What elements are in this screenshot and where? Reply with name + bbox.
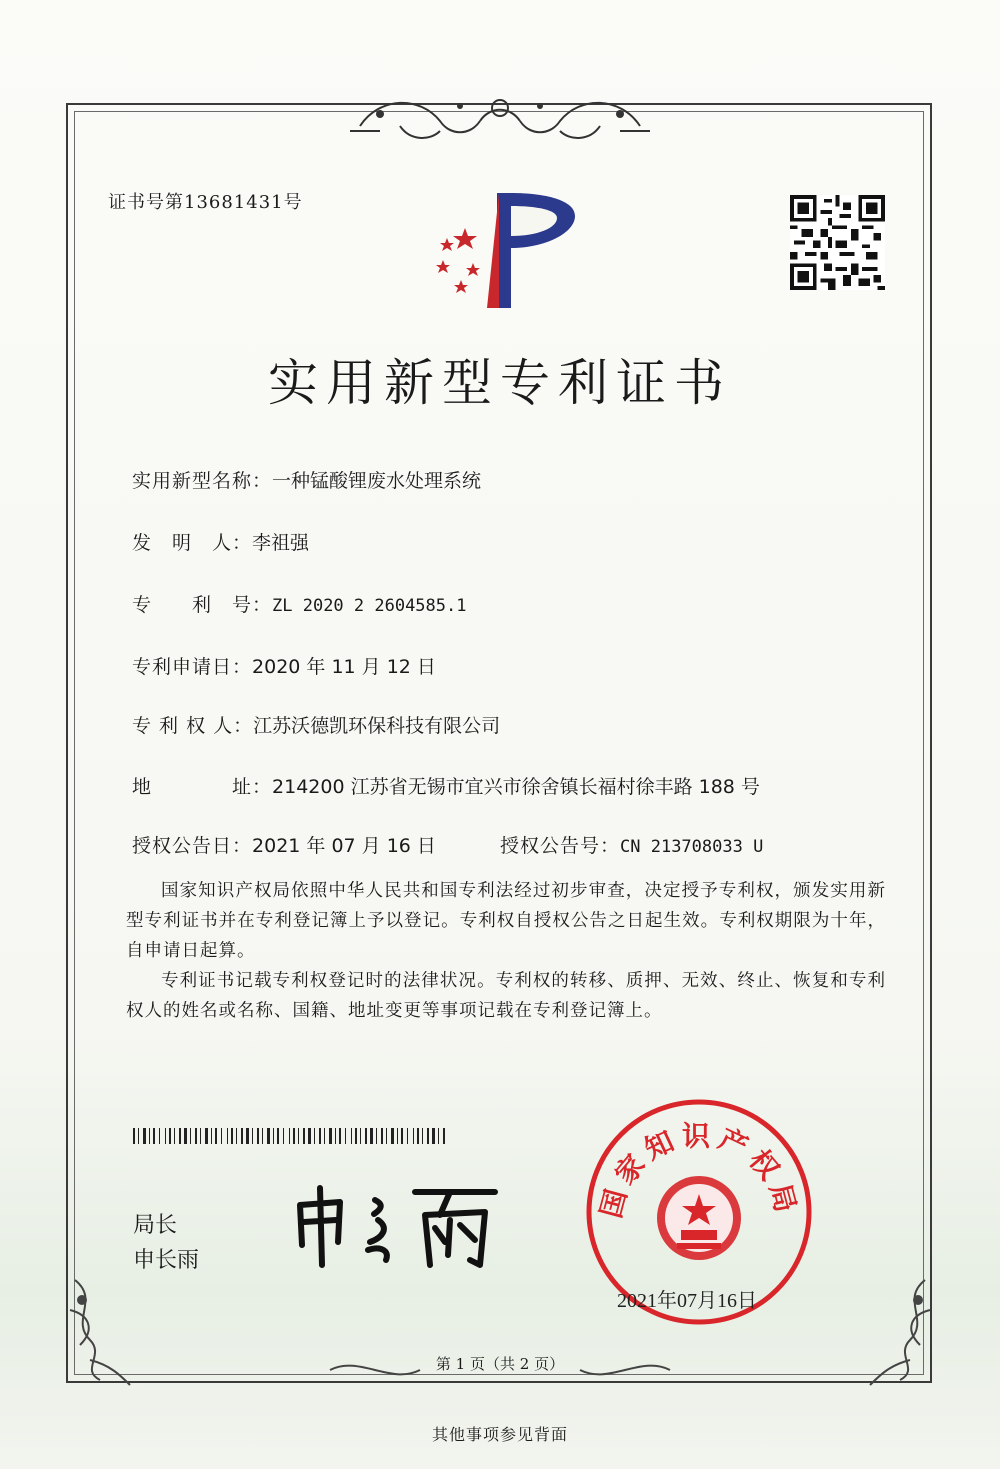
field-patentee bbox=[132, 711, 500, 738]
patent-number-label: 专 利 号： bbox=[132, 594, 273, 616]
grant-date-label: 授权公告日： bbox=[132, 835, 253, 857]
director-name: 申长雨 bbox=[133, 1248, 200, 1273]
field-utility-name bbox=[132, 466, 481, 493]
qr-code-icon bbox=[790, 195, 885, 290]
certificate-title: 实用新型专利证书 bbox=[268, 354, 732, 412]
field-patent-number bbox=[132, 590, 466, 617]
legal-text-2: 专利证书记载专利权登记时的法律状况。专利权的转移、质押、无效、终止、恢复和专利权人的姓名或名称、国籍、地址变更等事项记载在专利登记簿上。 bbox=[126, 971, 886, 1021]
field-address bbox=[132, 772, 760, 799]
signature-icon bbox=[290, 1180, 500, 1270]
address-label: 地 址： bbox=[132, 776, 273, 798]
application-date-label: 专利申请日： bbox=[132, 656, 253, 678]
director-title: 局长 bbox=[133, 1213, 178, 1238]
legal-text-1: 国家知识产权局依照中华人民共和国专利法经过初步审查，决定授予专利权，颁发实用新型专利证书并在专利登记簿上予以登记。专利权自授权公告之日起生效。专利权期限为十年，自申请日起算。 bbox=[126, 881, 886, 961]
legal-paragraph-2 bbox=[126, 966, 886, 1026]
certificate-number: 证书号第13681431号 bbox=[108, 192, 303, 213]
field-grant-number bbox=[500, 831, 763, 858]
address-value: 214200 江苏省无锡市宜兴市徐舍镇长福村徐丰路 188 号 bbox=[272, 776, 760, 798]
inventor-label: 发 明 人： bbox=[132, 532, 253, 554]
grant-number-label: 授权公告号： bbox=[500, 835, 621, 857]
field-grant-date bbox=[132, 831, 436, 858]
top-ornament-icon bbox=[340, 86, 660, 156]
field-inventor bbox=[132, 528, 309, 555]
patentee-value: 江苏沃德凯环保科技有限公司 bbox=[253, 715, 501, 737]
inventor-value: 李祖强 bbox=[252, 532, 310, 554]
svg-text:国家知识产权局: 国家知识产权局 bbox=[594, 1119, 804, 1222]
field-application-date bbox=[132, 652, 436, 679]
footer-note: 其他事项参见背面 bbox=[431, 1425, 568, 1444]
page-number: 第 1 页（共 2 页） bbox=[435, 1355, 565, 1373]
cnipa-logo-icon bbox=[425, 188, 580, 313]
grant-number-value: CN 213708033 U bbox=[620, 837, 764, 857]
grant-date-value: 2021 年 07 月 16 日 bbox=[252, 835, 436, 857]
barcode-icon bbox=[133, 1128, 446, 1144]
utility-name-value: 一种锰酸锂废水处理系统 bbox=[272, 470, 482, 492]
seal-date: 2021年07月16日 bbox=[617, 1290, 757, 1312]
patentee-label: 专 利 权 人： bbox=[132, 715, 254, 737]
utility-name-label: 实用新型名称： bbox=[132, 470, 273, 492]
legal-paragraph-1 bbox=[126, 876, 886, 966]
application-date-value: 2020 年 11 月 12 日 bbox=[252, 656, 436, 678]
patent-number-value: ZL 2020 2 2604585.1 bbox=[272, 596, 467, 616]
